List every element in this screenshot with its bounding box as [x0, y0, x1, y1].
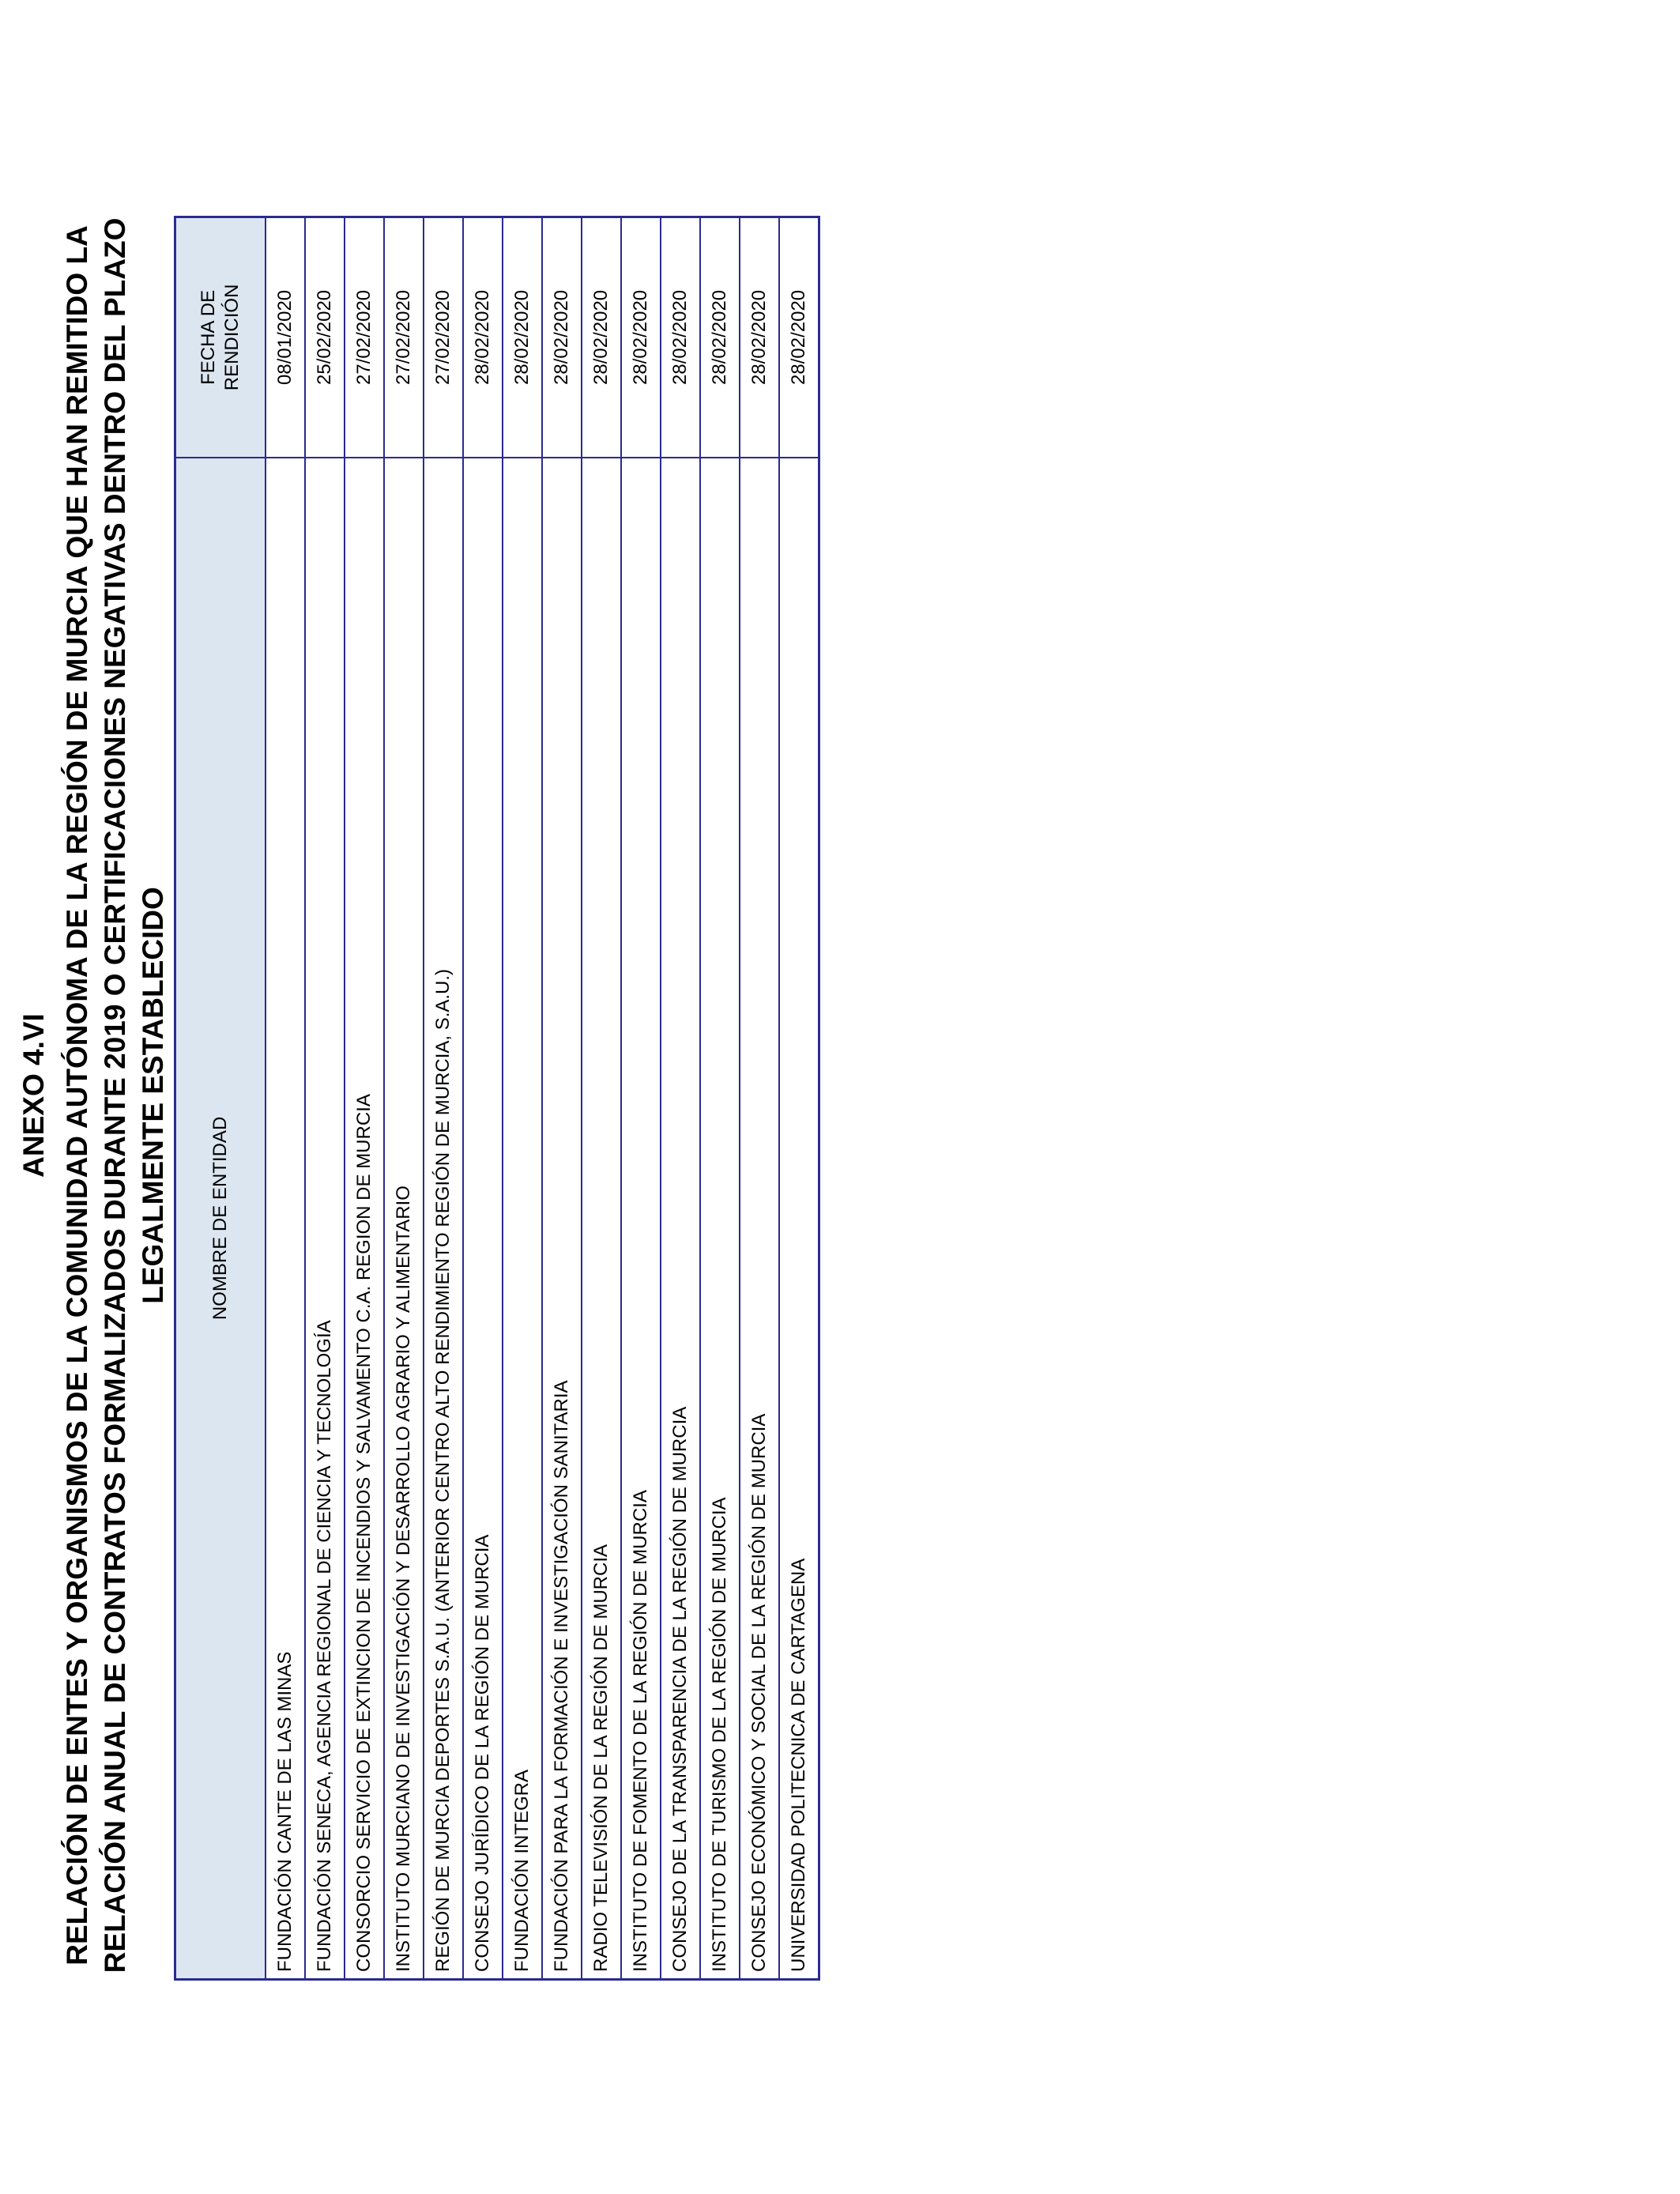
submission-date: 28/02/2020 [582, 217, 621, 458]
title-line-2: RELACIÓN ANUAL DE CONTRATOS FORMALIZADOS DURANTE 2019 O CERTIFICACIONES NEGATIVAS DENTRO DEL PLAZO [99, 217, 131, 1973]
submission-date: 27/02/2020 [424, 217, 463, 458]
submission-date: 28/02/2020 [661, 217, 700, 458]
entity-name: CONSEJO DE LA TRANSPARENCIA DE LA REGIÓN DE MURCIA [661, 458, 700, 1980]
submission-date: 28/02/2020 [779, 217, 819, 458]
entity-name: FUNDACIÓN PARA LA FORMACIÓN E INVESTIGACIÓN SANITARIA [542, 458, 582, 1980]
entities-table-wrapper [174, 216, 820, 1981]
table-body [266, 217, 819, 1980]
table-row [463, 217, 503, 1980]
table-row [700, 217, 740, 1980]
table-row [661, 217, 700, 1980]
annex-title: ANEXO 4.VI [17, 1013, 50, 1178]
table-row [424, 217, 463, 1980]
entity-name: FUNDACIÓN INTEGRA [503, 458, 542, 1980]
submission-date: 25/02/2020 [305, 217, 345, 458]
table-header-row [175, 217, 266, 1980]
table-row [345, 217, 384, 1980]
entity-name: CONSEJO ECONÓMICO Y SOCIAL DE LA REGIÓN DE MURCIA [740, 458, 779, 1980]
entity-name: FUNDACIÓN SENECA, AGENCIA REGIONAL DE CIENCIA Y TECNOLOGÍA [305, 458, 345, 1980]
table-row [542, 217, 582, 1980]
table-row [582, 217, 621, 1980]
table-row [305, 217, 345, 1980]
submission-date: 28/02/2020 [463, 217, 503, 458]
entities-table [174, 216, 820, 1981]
submission-date: 28/02/2020 [700, 217, 740, 458]
title-line-3: LEGALMENTE ESTABLECIDO [137, 887, 169, 1304]
header-date-line-1: FECHA DE [198, 289, 219, 385]
submission-date: 28/02/2020 [621, 217, 661, 458]
entity-name: INSTITUTO DE FOMENTO DE LA REGIÓN DE MURCIA [621, 458, 661, 1980]
header-submission-date [175, 217, 266, 458]
table-row [503, 217, 542, 1980]
entity-name: RADIO TELEVISIÓN DE LA REGIÓN DE MURCIA [582, 458, 621, 1980]
header-entity-name: NOMBRE DE ENTIDAD [175, 458, 266, 1980]
table-row [621, 217, 661, 1980]
submission-date: 27/02/2020 [345, 217, 384, 458]
submission-date: 08/01/2020 [266, 217, 305, 458]
entity-name: CONSORCIO SERVICIO DE EXTINCION DE INCENDIOS Y SALVAMENTO C.A. REGION DE MURCIA [345, 458, 384, 1980]
entity-name: INSTITUTO MURCIANO DE INVESTIGACIÓN Y DESARROLLO AGRARIO Y ALIMENTARIO [384, 458, 424, 1980]
submission-date: 28/02/2020 [740, 217, 779, 458]
table-row [384, 217, 424, 1980]
submission-date: 28/02/2020 [503, 217, 542, 458]
entity-name: INSTITUTO DE TURISMO DE LA REGIÓN DE MURCIA [700, 458, 740, 1980]
main-title [58, 139, 172, 2052]
entity-name: REGIÓN DE MURCIA DEPORTES S.A.U. (ANTERIOR CENTRO ALTO RENDIMIENTO REGIÓN DE MURCIA, S.A.U.) [424, 458, 463, 1980]
submission-date: 28/02/2020 [542, 217, 582, 458]
entity-name: UNIVERSIDAD POLITECNICA DE CARTAGENA [779, 458, 819, 1980]
title-line-1: RELACIÓN DE ENTES Y ORGANISMOS DE LA COMUNIDAD AUTÓNOMA DE LA REGIÓN DE MURCIA QUE HAN REMITIDO LA [61, 225, 93, 1966]
entity-name: FUNDACIÓN CANTE DE LAS MINAS [266, 458, 305, 1980]
table-row [779, 217, 819, 1980]
title-block [16, 139, 172, 2052]
entity-name: CONSEJO JURÍDICO DE LA REGIÓN DE MURCIA [463, 458, 503, 1980]
table-row [740, 217, 779, 1980]
header-date-line-2: RENDICIÓN [221, 284, 243, 391]
submission-date: 27/02/2020 [384, 217, 424, 458]
table-row [266, 217, 305, 1980]
